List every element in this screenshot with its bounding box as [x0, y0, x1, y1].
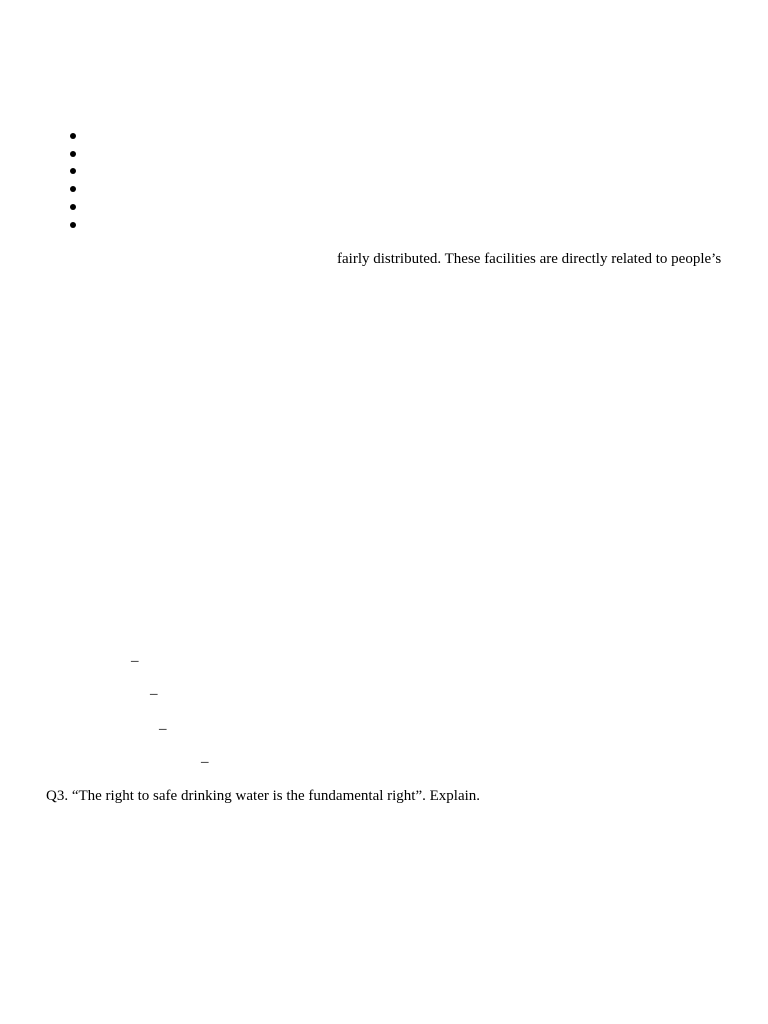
bullet-marker [70, 151, 76, 157]
paragraph-fragment: fairly distributed. These facilities are directly related to people’s [337, 251, 722, 267]
bullet-marker [70, 204, 76, 210]
dash-marker: – [201, 754, 209, 770]
dash-marker: – [150, 686, 158, 702]
dash-marker: – [131, 653, 139, 669]
bullet-marker [70, 222, 76, 228]
bullet-marker [70, 133, 76, 139]
bullet-marker [70, 186, 76, 192]
dash-marker: – [159, 721, 167, 737]
question-heading: Q3. “The right to safe drinking water is the fundamental right”. Explain. [46, 788, 481, 804]
bullet-marker [70, 168, 76, 174]
